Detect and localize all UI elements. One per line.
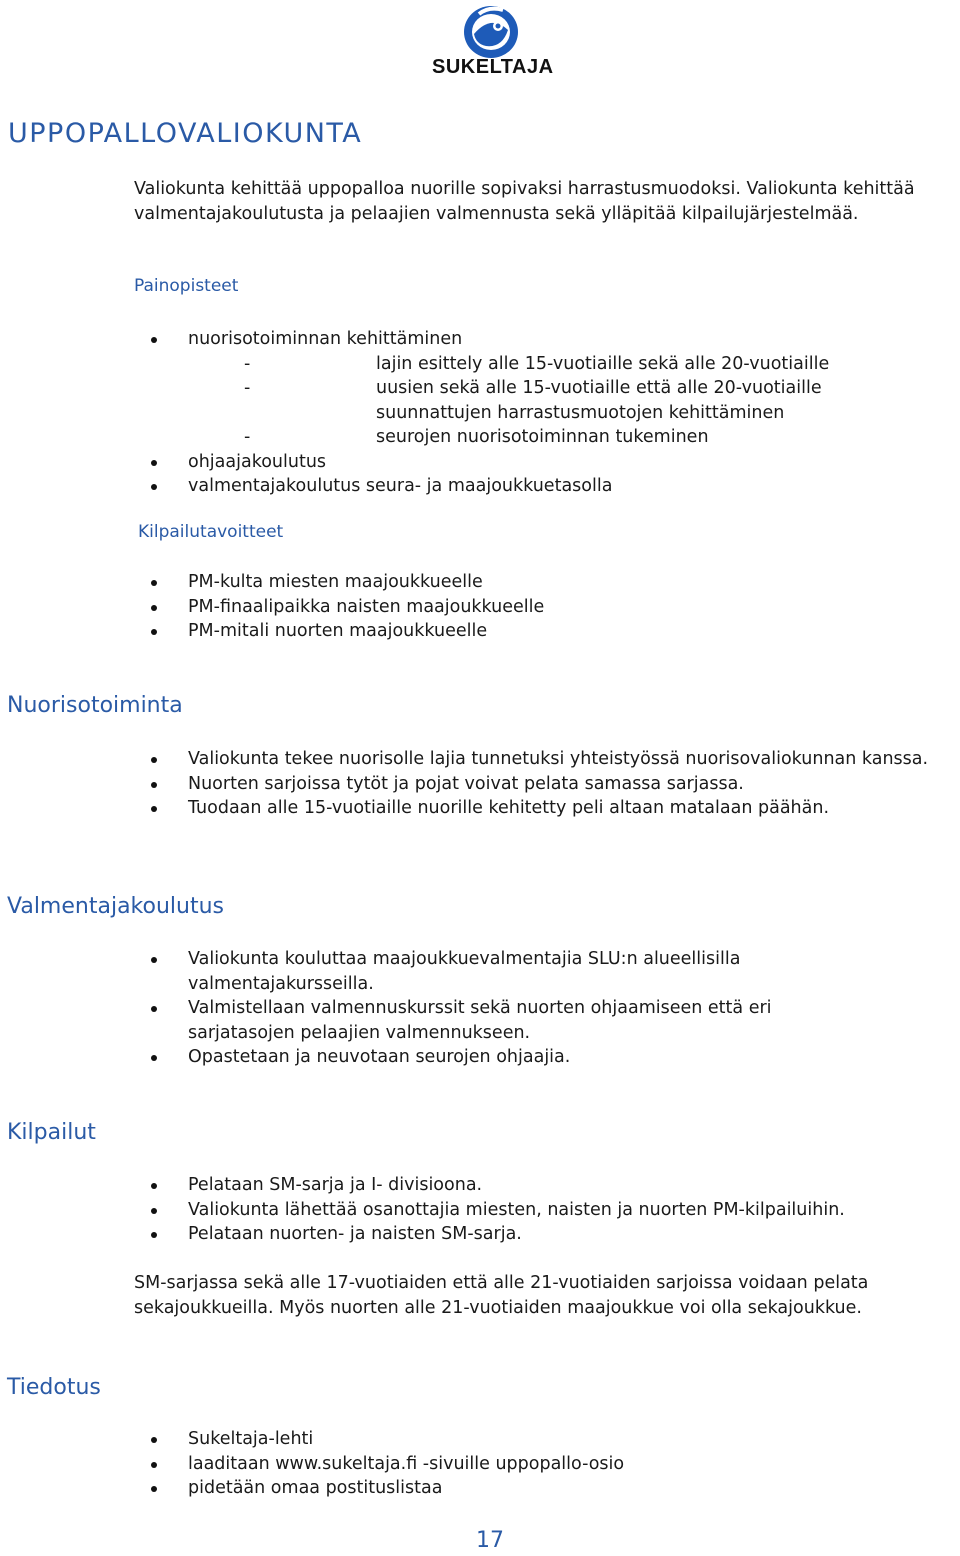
list-item: valmentajakoulutus seura- ja maajoukkuetasolla (0, 474, 960, 499)
sub-list-item: - uusien sekä alle 15-vuotiaille että alle 20-vuotiaille suunnattujen harrastusmuotojen kehittäminen (188, 376, 940, 425)
list-item: laaditaan www.sukeltaja.fi -sivuille uppopallo-osio (0, 1452, 960, 1477)
list-item: PM-finaalipaikka naisten maajoukkueelle (0, 595, 960, 620)
list-item: PM-mitali nuorten maajoukkueelle (0, 619, 960, 644)
list-item: Valmistellaan valmennuskurssit sekä nuorten ohjaamiseen että eri sarjatasojen pelaajien valmennukseen. (0, 996, 960, 1045)
list-item: Opastetaan ja neuvotaan seurojen ohjaajia. (0, 1045, 960, 1070)
kilpailut-paragraph: SM-sarjassa sekä alle 17-vuotiaiden että alle 21-vuotiaiden sarjoissa voidaan pelata sekajoukkueilla. Myös nuorten alle 21-vuotiaiden maajoukkue voi olla sekajoukkue. (134, 1273, 869, 1318)
kilpailut-heading: Kilpailut (7, 1120, 96, 1145)
diver-logo-icon (432, 4, 552, 60)
list-item: ohjaajakoulutus (0, 450, 960, 475)
page-number: 17 (476, 1528, 504, 1553)
painopisteet-sublist (188, 352, 960, 450)
nuorisotoiminta-heading: Nuorisotoiminta (7, 693, 183, 718)
sub-list-item: - seurojen nuorisotoiminnan tukeminen (188, 425, 960, 450)
painopisteet-list (0, 327, 960, 499)
list-item: Pelataan SM-sarja ja I- divisioona. (0, 1173, 960, 1198)
list-item: PM-kulta miesten maajoukkueelle (0, 570, 960, 595)
page-title: UPPOPALLOVALIOKUNTA (8, 118, 363, 149)
list-item: Tuodaan alle 15-vuotiaille nuorille kehitetty peli altaan matalaan päähän. (0, 796, 960, 821)
list-item: pidetään omaa postituslistaa (0, 1476, 960, 1501)
sukeltaja-logo (432, 4, 552, 80)
list-item: Sukeltaja-lehti (0, 1427, 960, 1452)
kilpailutavoitteet-heading: Kilpailutavoitteet (138, 522, 284, 542)
list-item (0, 327, 960, 450)
valmentajakoulutus-heading: Valmentajakoulutus (7, 894, 224, 919)
kilpailutavoitteet-list (0, 570, 960, 644)
valmentajakoulutus-list (0, 947, 960, 1070)
list-item: Nuorten sarjoissa tytöt ja pojat voivat pelata samassa sarjassa. (0, 772, 960, 797)
list-item: Pelataan nuorten- ja naisten SM-sarja. (0, 1222, 960, 1247)
nuorisotoiminta-list (0, 747, 960, 821)
kilpailut-list (0, 1173, 960, 1247)
list-item: Valiokunta kouluttaa maajoukkuevalmentajia SLU:n alueellisilla valmentajakursseilla. (0, 947, 960, 996)
list-item: Valiokunta tekee nuorisolle lajia tunnetuksi yhteistyössä nuorisovaliokunnan kanssa. (0, 747, 960, 772)
logo-wordmark: SUKELTAJA (432, 56, 554, 78)
tiedotus-list (0, 1427, 960, 1501)
intro-paragraph: Valiokunta kehittää uppopalloa nuorille sopivaksi harrastusmuodoksi. Valiokunta kehittää valmentajakoulutusta ja pelaajien valmennusta sekä ylläpitää kilpailujärjestelmää. (134, 179, 915, 224)
sub-list-item: - lajin esittely alle 15-vuotiaille sekä alle 20-vuotiaille (188, 352, 960, 377)
list-item: Valiokunta lähettää osanottajia miesten, naisten ja nuorten PM-kilpailuihin. (0, 1198, 960, 1223)
tiedotus-heading: Tiedotus (7, 1375, 101, 1400)
painopisteet-heading: Painopisteet (134, 276, 239, 296)
list-item-text: nuorisotoiminnan kehittäminen (188, 329, 463, 349)
